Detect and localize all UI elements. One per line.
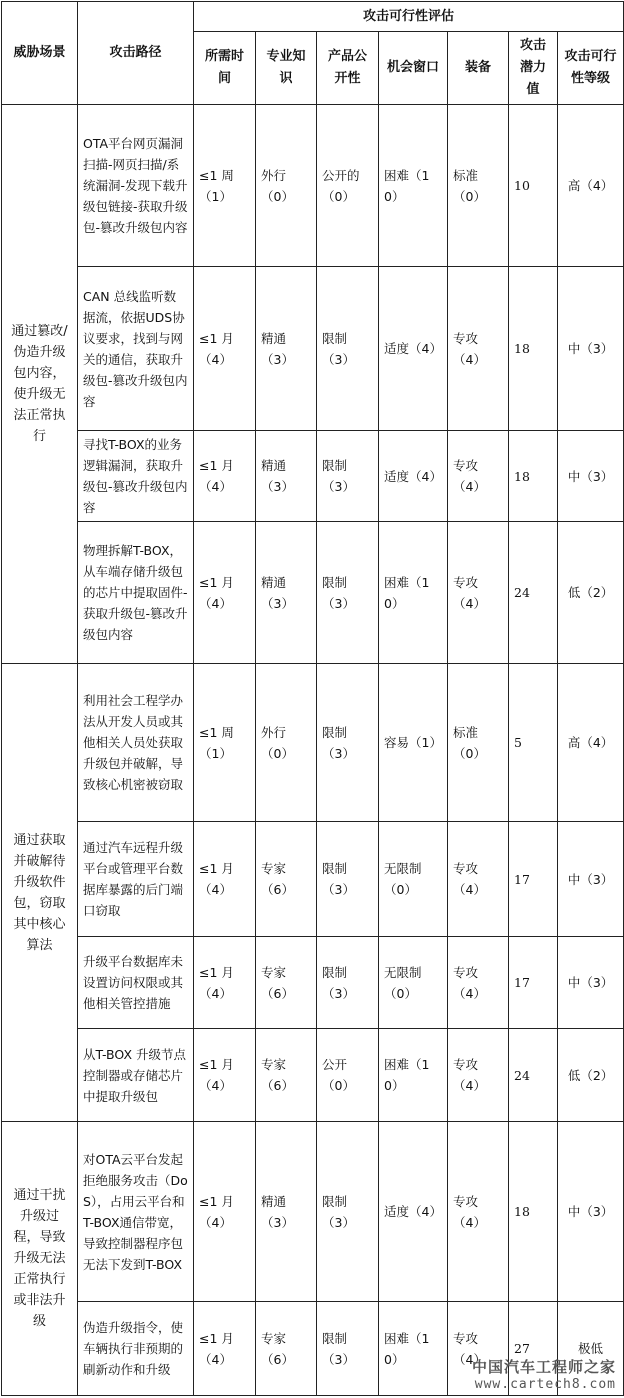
scenario-cell: 通过获取并破解待升级软件包，窃取其中核心算法 <box>2 664 78 1122</box>
header-path: 攻击路径 <box>78 2 194 105</box>
attack-path-cell: 对OTA云平台发起拒绝服务攻击（DoS），占用云平台和T-BOX通信带宽，导致控制器程序包无法下发到T-BOX <box>78 1122 194 1302</box>
time-cell: ≤1 月（4） <box>194 1029 256 1122</box>
equipment-cell: 标准（0） <box>448 664 509 822</box>
window-cell: 适度（4） <box>379 267 448 431</box>
potential-cell: 18 <box>509 267 558 431</box>
level-cell: 高（4） <box>558 664 624 822</box>
attack-path-cell: 升级平台数据库未设置访问权限或其他相关管控措施 <box>78 937 194 1029</box>
header-feasibility-group: 攻击可行性评估 <box>194 2 624 32</box>
header-openness: 产品公开性 <box>317 32 379 105</box>
window-cell: 困难（10） <box>379 522 448 664</box>
table-row <box>2 105 624 267</box>
potential-cell: 27 <box>509 1302 558 1396</box>
expertise-cell: 精通（3） <box>256 267 317 431</box>
attack-path-cell: 伪造升级指令，使车辆执行非预期的刷新动作和升级 <box>78 1302 194 1396</box>
attack-path-cell: CAN 总线监听数据流，依据UDS协议要求，找到与网关的通信，获取升级包-篡改升级包内容 <box>78 267 194 431</box>
expertise-cell: 专家（6） <box>256 1029 317 1122</box>
level-cell: 中（3） <box>558 937 624 1029</box>
time-cell: ≤1 月（4） <box>194 937 256 1029</box>
equipment-cell: 专攻（4） <box>448 522 509 664</box>
header-window: 机会窗口 <box>379 32 448 105</box>
time-cell: ≤1 月（4） <box>194 1302 256 1396</box>
expertise-cell: 外行（0） <box>256 105 317 267</box>
potential-cell: 24 <box>509 1029 558 1122</box>
expertise-cell: 精通（3） <box>256 1122 317 1302</box>
time-cell: ≤1 周（1） <box>194 105 256 267</box>
window-cell: 困难（10） <box>379 1302 448 1396</box>
equipment-cell: 专攻（4） <box>448 267 509 431</box>
attack-path-cell: 利用社会工程学办法从开发人员或其他相关人员处获取升级包并破解，导致核心机密被窃取 <box>78 664 194 822</box>
openness-cell: 限制（3） <box>317 267 379 431</box>
equipment-cell: 专攻（4） <box>448 1122 509 1302</box>
potential-cell: 17 <box>509 822 558 937</box>
equipment-cell: 专攻（4） <box>448 1029 509 1122</box>
scenario-cell: 通过干扰升级过程，导致升级无法正常执行或非法升级 <box>2 1122 78 1396</box>
attack-path-cell: 寻找T-BOX的业务逻辑漏洞，获取升级包-篡改升级包内容 <box>78 431 194 522</box>
potential-cell: 17 <box>509 937 558 1029</box>
potential-cell: 5 <box>509 664 558 822</box>
table-row <box>2 664 624 822</box>
time-cell: ≤1 月（4） <box>194 431 256 522</box>
window-cell: 适度（4） <box>379 1122 448 1302</box>
potential-cell: 18 <box>509 431 558 522</box>
equipment-cell: 专攻（4） <box>448 431 509 522</box>
level-cell: 中（3） <box>558 431 624 522</box>
equipment-cell: 标准（0） <box>448 105 509 267</box>
window-cell: 适度（4） <box>379 431 448 522</box>
table-row <box>2 1122 624 1302</box>
header-expertise: 专业知识 <box>256 32 317 105</box>
level-cell: 极低 <box>558 1302 624 1396</box>
header-time: 所需时间 <box>194 32 256 105</box>
table-row <box>2 267 624 431</box>
threat-assessment-table <box>1 1 624 1396</box>
scenario-cell: 通过篡改/伪造升级包内容，使升级无法正常执行 <box>2 105 78 664</box>
window-cell: 无限制（0） <box>379 822 448 937</box>
table-row <box>2 1029 624 1122</box>
level-cell: 高（4） <box>558 105 624 267</box>
openness-cell: 限制（3） <box>317 431 379 522</box>
openness-cell: 限制（3） <box>317 522 379 664</box>
table-row <box>2 1302 624 1396</box>
expertise-cell: 精通（3） <box>256 522 317 664</box>
expertise-cell: 专家（6） <box>256 937 317 1029</box>
level-cell: 低（2） <box>558 522 624 664</box>
potential-cell: 10 <box>509 105 558 267</box>
expertise-cell: 专家（6） <box>256 1302 317 1396</box>
header-scenario: 威胁场景 <box>2 2 78 105</box>
table-row <box>2 431 624 522</box>
openness-cell: 限制（3） <box>317 937 379 1029</box>
expertise-cell: 外行（0） <box>256 664 317 822</box>
time-cell: ≤1 周（1） <box>194 664 256 822</box>
watermark-url: www.cartech8.com <box>474 1377 616 1392</box>
header-equipment: 装备 <box>448 32 509 105</box>
attack-path-cell: 物理拆解T-BOX，从车端存储升级包的芯片中提取固件-获取升级包-篡改升级包内容 <box>78 522 194 664</box>
table-row <box>2 822 624 937</box>
time-cell: ≤1 月（4） <box>194 1122 256 1302</box>
equipment-cell: 专攻（4） <box>448 822 509 937</box>
table-row <box>2 522 624 664</box>
header-potential: 攻击潜力值 <box>509 32 558 105</box>
header-level: 攻击可行性等级 <box>558 32 624 105</box>
expertise-cell: 专家（6） <box>256 822 317 937</box>
attack-path-cell: 通过汽车远程升级平台或管理平台数据库暴露的后门端口窃取 <box>78 822 194 937</box>
time-cell: ≤1 月（4） <box>194 267 256 431</box>
openness-cell: 限制（3） <box>317 1302 379 1396</box>
level-cell: 中（3） <box>558 267 624 431</box>
time-cell: ≤1 月（4） <box>194 822 256 937</box>
attack-path-cell: 从T-BOX 升级节点控制器或存储芯片中提取升级包 <box>78 1029 194 1122</box>
equipment-cell: 专攻（4） <box>448 937 509 1029</box>
time-cell: ≤1 月（4） <box>194 522 256 664</box>
openness-cell: 公开的（0） <box>317 105 379 267</box>
potential-cell: 24 <box>509 522 558 664</box>
level-cell: 低（2） <box>558 1029 624 1122</box>
attack-path-cell: OTA平台网页漏洞扫描-网页扫描/系统漏洞-发现下载升级包链接-获取升级包-篡改升级包内容 <box>78 105 194 267</box>
window-cell: 困难（10） <box>379 105 448 267</box>
expertise-cell: 精通（3） <box>256 431 317 522</box>
window-cell: 无限制（0） <box>379 937 448 1029</box>
window-cell: 容易（1） <box>379 664 448 822</box>
table-row <box>2 937 624 1029</box>
openness-cell: 限制（3） <box>317 664 379 822</box>
watermark-title: 中国汽车工程师之家 <box>471 1358 616 1376</box>
level-cell: 中（3） <box>558 822 624 937</box>
openness-cell: 公开（0） <box>317 1029 379 1122</box>
window-cell: 困难（10） <box>379 1029 448 1122</box>
openness-cell: 限制（3） <box>317 822 379 937</box>
openness-cell: 限制（3） <box>317 1122 379 1302</box>
potential-cell: 18 <box>509 1122 558 1302</box>
equipment-cell: 专攻（4） <box>448 1302 509 1396</box>
level-cell: 中（3） <box>558 1122 624 1302</box>
